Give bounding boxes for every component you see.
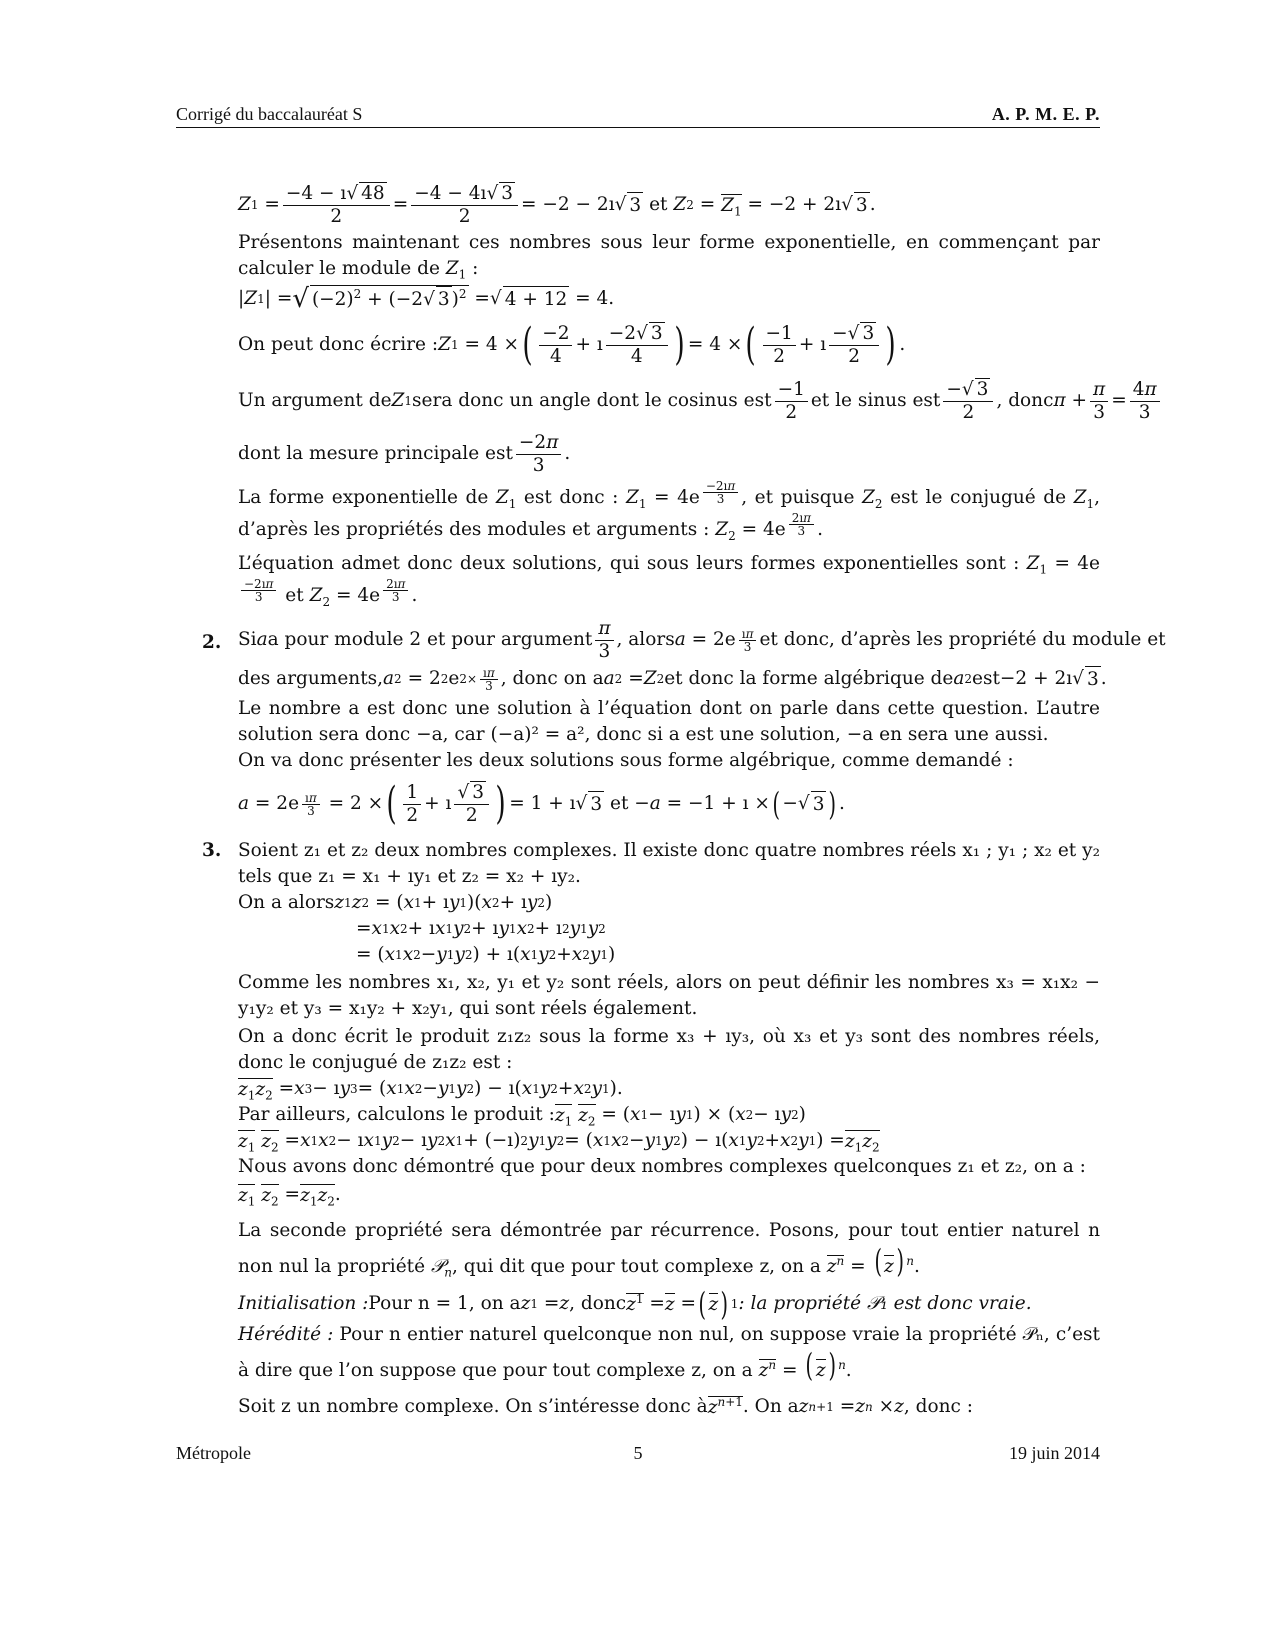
item3-product-line2: = x 1 x 2 + ı x 1 y 2 + ı y 1 x 2 + ı 2 y 1 y 2 (356, 918, 606, 940)
page-header (176, 104, 1100, 128)
item3-conjugate-formula: $z_1z_2$ = x 3 − ı y 3 = ( x 1 x 2 − y 1 y 2 ) − ı( x 1 y 2 + x 2 y 1 ). (238, 1078, 623, 1104)
item3-paragraph-conjugate: On a donc écrit le produit z₁z₂ sous la forme x₃ + ıy₃, où x₃ et y₃ sont des nombres réels, donc le conjugué de z₁z₂ est : (238, 1026, 1100, 1074)
paragraph-equation-solutions: L’équation admet donc deux solutions, qui sous leurs formes exponentielles sont : $Z_1 = 4e$ $^{\frac{-2ı\pi}{3}}$ et $Z_2 = 4e$ $^{\frac{2ı\pi}{3}}$ . (238, 553, 1101, 610)
item2-paragraph-algebraic: On va donc présenter les deux solutions sous forme algébrique, comme demandé : (238, 750, 1014, 772)
page-number: 5 (633, 1443, 643, 1463)
item3-initialisation: Initialisation : Pour n = 1, on a z 1 = z , donc $z^1$ = z = ( z ) 1 : la propriété 𝒫₁ est donc vraie. (238, 1285, 1032, 1324)
list-item-3 (202, 838, 1100, 1422)
item3-product-conjugates: $z_1$ $z_2$ = x 1 x 2 − ı x 1 y 2 − ı y 2 x 1 + (−ı) 2 y 1 y 2 = ( x 1 x 2 − y 1 y 2 ) − ı( x 1 y 2 + x 2 y 1 ) = $z_1z_2$ (238, 1130, 880, 1156)
header-association: A. P. M. E. P. (991, 104, 1100, 124)
item3-paragraph-demontre: Nous avons donc démontré que pour deux nombres complexes quelconques z₁ et z₂, on a : (238, 1156, 1086, 1178)
hered-label: Hérédité : (238, 1324, 334, 1346)
init-label: Initialisation : (238, 1293, 369, 1315)
item3-product-line3: = ( x 1 x 2 − y 1 y 2 ) + ı( x 1 y 2 + x 2 y 1 ) (356, 944, 616, 966)
paragraph-principal-measure: dont la mesure principale est $\frac{-2\pi}{3}$ . (238, 431, 571, 476)
header-rule (176, 127, 1100, 128)
list-item-2 (202, 616, 1166, 834)
formula-z1-trig: On peut donc écrire : Z 1 = 4 × ( $\frac{-2}{4}$ + ı $\frac{-2√ 3}{4}$ ) = 4 × ( $\frac{-1}{2}$ + ı $\frac{-√ 3}{2}$ ) . (238, 319, 906, 370)
paragraph-forme-expo: La forme exponentielle de $Z_1$ est donc : $Z_1 = 4e$ $^{\frac{-2ı\pi}{3}}$ , et puisque $Z_2$ est le conjugué de $Z_1$, d’après les propriétés des modules et arguments : $Z_2 = 4e$ $^{\frac{2ı\pi}{3}}$ . (238, 479, 1101, 543)
item2-line2: des arguments, a 2 = 2 2 e 2× $\frac{ı\pi}{3}$ , donc on a a 2 = Z 2 et donc la forme algébrique de a 2 est −2 + 2ı √ 3 . (238, 665, 1107, 693)
item3-paragraph-recurrence: La seconde propriété sera démontrée par récurrence. Posons, pour tout entier naturel n non nul la propriété 𝒫$_n$, qui dit que pour tout complexe z, on a $z^n$ = ( z) $^n$. (238, 1220, 1100, 1281)
item2-line1: Si a a pour module 2 et pour argument $\frac{\pi}{3}$ , alors a = 2e $\frac{ı\pi}{3}$ et donc, d’après les propriété du module et (238, 617, 1166, 662)
item2-formula-a: a = 2e $\frac{ı\pi}{3}$ = 2 × ( $\frac{1}{2}$ + ı $\frac{√ 3}{2}$ ) = 1 + ı √ 3 et − a = −1 + ı × ( − √ 3 ) . (238, 778, 845, 830)
item3-paralleurs: Par ailleurs, calculons le produit : $z_1$ $z_2$ = ( x 1 − ı y 1 ) × ( x 2 − ı y 2 ) (238, 1104, 806, 1130)
item-number-2: 2. (202, 632, 222, 654)
document-body (202, 180, 1166, 1422)
item2-paragraph-other-solution: Le nombre a est donc une solution à l’équation dont on parle dans cette question. L’autre solution sera donc −a, car (−a)² = a², donc si a est une solution, −a en sera une aussi. (238, 698, 1100, 746)
formula-modulus: | Z 1 | = √ $(-2)^2 + (-2√$ 3 )$^2$ = √ 4 + 12 = 4. (238, 284, 615, 314)
item3-result-formula: $z_1$ $z_2$ = $z_1z_2$ . (238, 1184, 341, 1210)
item3-heredite: Hérédité : Pour n entier naturel quelconque non nul, on suppose vraie la propriété 𝒫ₙ, c’est à dire que l’on suppose que pour tout complexe z, on a $z^n$ = ( z) $^n$. (238, 1324, 1100, 1385)
item3-paragraph-real: Comme les nombres x₁, x₂, y₁ et y₂ sont réels, alors on peut définir les nombres x₃ = x₁x₂ − y₁y₂ et y₃ = x₁y₂ + x₂y₁, qui sont réels également. (238, 972, 1100, 1020)
paragraph-argument: Un argument de Z 1 sera donc un angle dont le cosinus est $\frac{-1}{2}$ et le sinus est $\frac{-√ 3}{2}$ , donc π + $\frac{\pi}{3}$ = $\frac{4\pi}{3}$ (238, 374, 1100, 428)
item3-soit: Soit z un nombre complexe. On s’intéresse donc à $z^{n+1}$ . On a z n+1 = z n × z , donc : (238, 1395, 974, 1419)
formula-z1: Z 1 = $\frac{-4 - ı√ 48}{2}$ = $\frac{-4 - 4ı√ 3}{2}$ = −2 − 2ı √ 3 et Z 2 = $Z_1$ = −2 + 2ı √ 3 . (238, 183, 876, 227)
footer-date: 19 juin 2014 (1008, 1443, 1100, 1463)
item3-paragraph-intro: Soient z₁ et z₂ deux nombres complexes. Il existe donc quatre nombres réels x₁ ; y₁ ; x₂ et y₂ tels que z₁ = x₁ + ıy₁ et z₂ = x₂ + ıy₂. (238, 840, 1100, 888)
footer-location: Métropole (176, 1443, 251, 1463)
paragraph-expo-intro: Présentons maintenant ces nombres sous leur forme exponentielle, en commençant par calculer le module de $Z_1$ : (238, 232, 1100, 282)
item-number-3: 3. (202, 840, 222, 862)
item3-product-line1: On a alors z 1 z 2 = ( x 1 + ı y 1 )( x 2 + ı y 2 ) (238, 892, 553, 914)
header-title: Corrigé du baccalauréat S (176, 104, 363, 124)
